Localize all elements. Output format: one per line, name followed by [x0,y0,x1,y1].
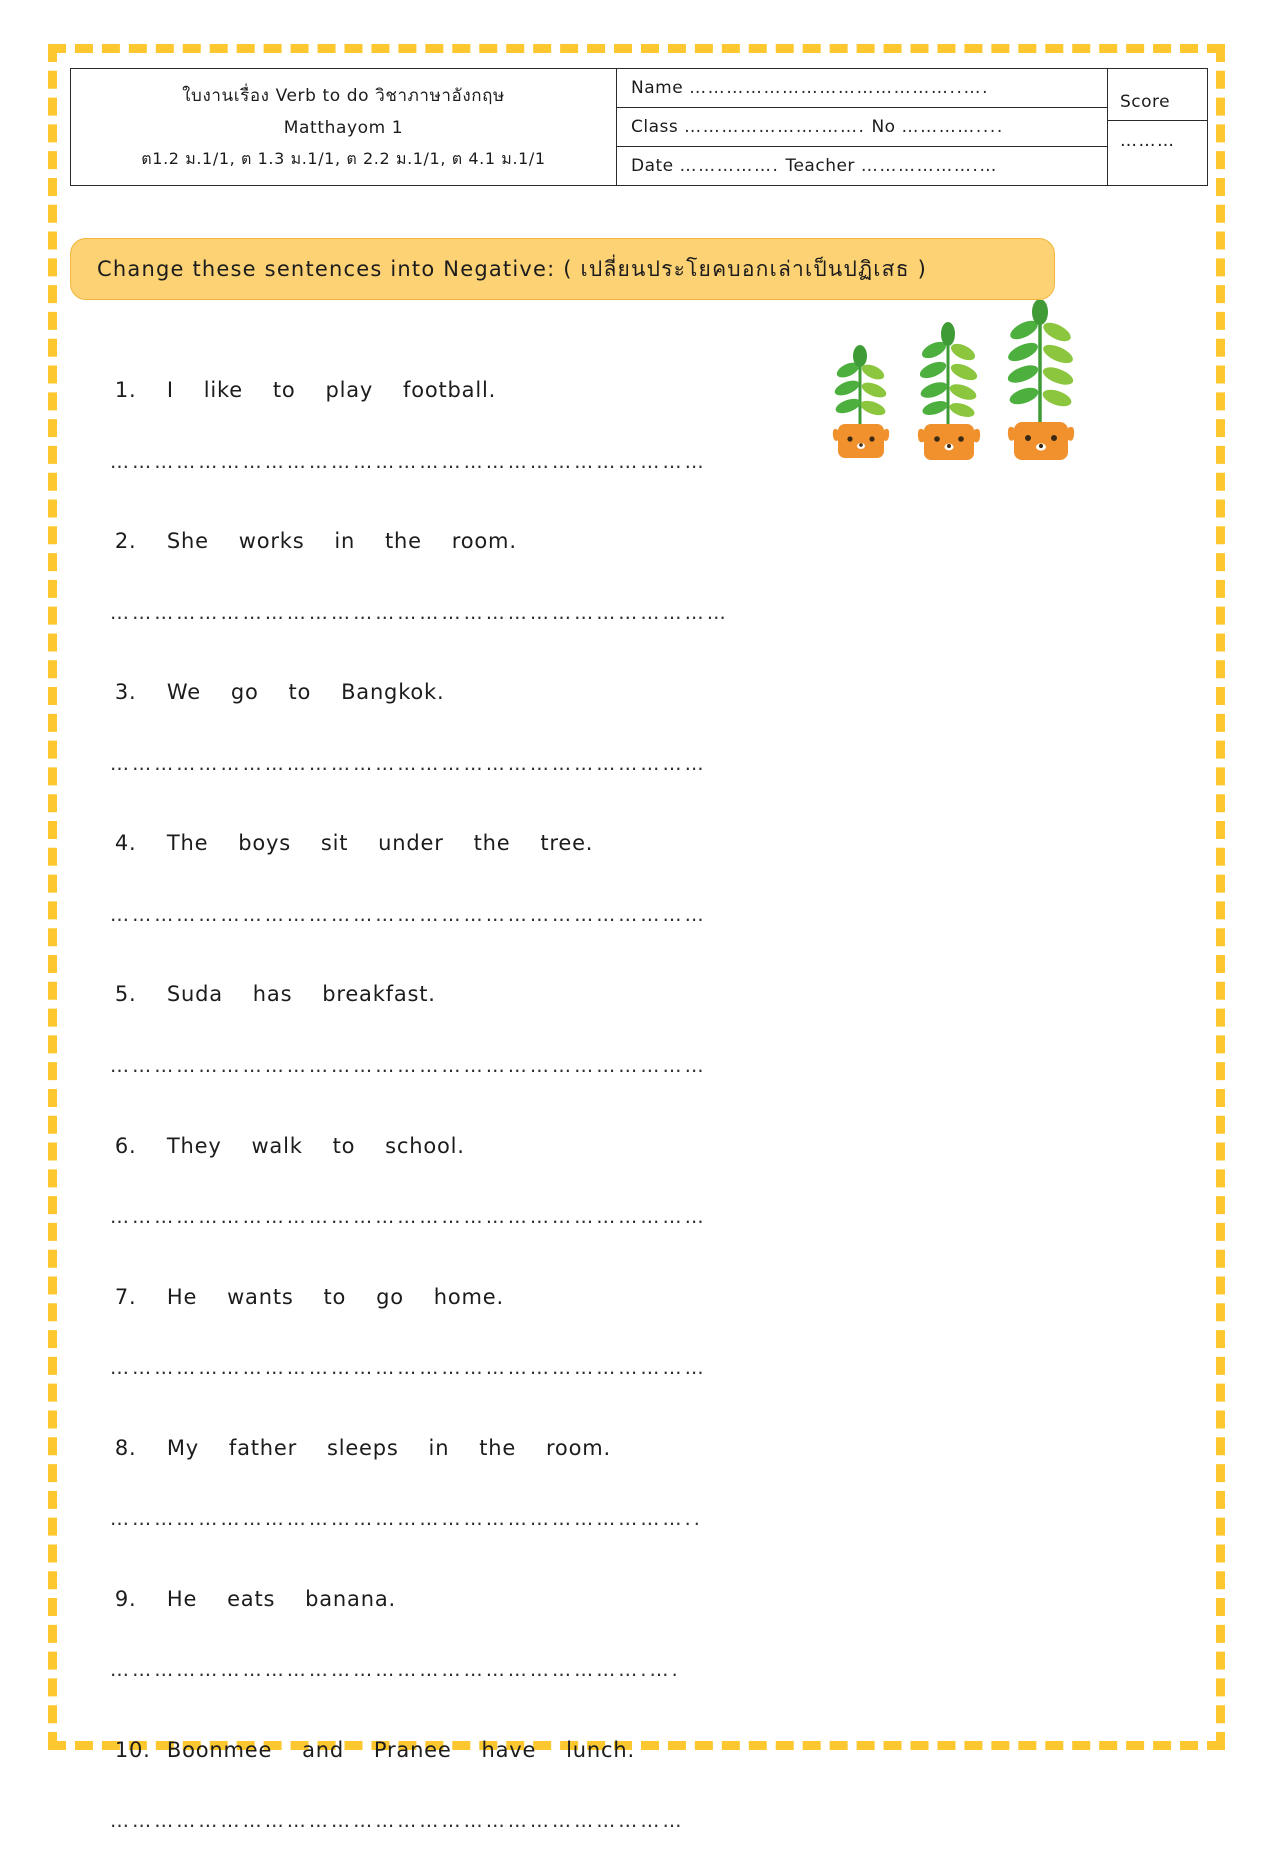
question-item [70,1556,930,1681]
score-label: Score [1108,82,1207,121]
question-sentence: They walk to school. [166,1133,465,1158]
class-row[interactable] [617,108,1107,147]
answer-line[interactable]: ……………………………………………………………………… [110,451,707,474]
question-text [70,348,930,433]
question-number: 6. [114,1133,137,1158]
question-item [70,499,930,624]
answer-line[interactable]: ……………………………………………………………….…. [110,1659,681,1682]
answer-line[interactable]: ……………………………………………………………………… [110,1206,707,1229]
worksheet-title-thai: ใบงานเรื่อง Verb to do วิชาภาษาอังกฤษ [182,85,505,106]
student-info-cell [617,69,1108,186]
date-row[interactable] [617,147,1107,185]
answer-line[interactable]: ………………………………………………………………………… [110,602,729,625]
question-text [70,1556,930,1641]
question-sentence: She works in the room. [166,529,517,554]
question-item [70,1254,930,1379]
no-input-dots[interactable]: ………….... [901,117,1004,138]
question-number: 4. [114,831,137,856]
header-info-table [70,68,1208,186]
score-cell [1108,69,1208,186]
answer-line[interactable]: ……………………………………………………………………… [110,1357,707,1380]
question-item [70,1405,930,1530]
question-item [70,1707,930,1832]
date-label: Date [631,156,674,177]
plant-large [1006,300,1076,460]
question-text [70,952,930,1037]
answer-line[interactable]: …………………………………………………………………….. [110,1508,703,1531]
answer-line[interactable]: ……………………………………………………………………… [110,753,707,776]
answer-line[interactable]: ……………………………………………………………………… [110,1055,707,1078]
question-text [70,801,930,886]
question-number: 5. [114,982,137,1007]
questions-list [70,348,930,1858]
answer-line[interactable]: ……………………………………………………………………… [110,904,707,927]
name-row[interactable] [617,69,1107,108]
class-input-dots[interactable]: ………………….……. [684,117,866,138]
question-number: 2. [114,529,137,554]
question-item [70,952,930,1077]
question-sentence: We go to Bangkok. [166,680,445,705]
name-input-dots[interactable]: ……………………………………..…. [689,78,990,98]
name-label: Name [631,78,684,98]
no-label: No [871,117,896,138]
question-sentence: My father sleeps in the room. [166,1435,611,1460]
date-input-dots[interactable]: ……………. [679,156,780,177]
question-sentence: He wants to go home. [166,1284,504,1309]
teacher-input-dots[interactable]: ……………….… [860,156,999,177]
question-number: 7. [114,1284,137,1309]
question-item [70,1103,930,1228]
teacher-label: Teacher [785,156,855,177]
question-text [70,499,930,584]
question-sentence: He eats banana. [166,1586,396,1611]
question-text [70,1254,930,1339]
question-text [70,650,930,735]
question-sentence: Suda has breakfast. [166,982,436,1007]
question-number: 3. [114,680,137,705]
instruction-text: Change these sentences into Negative: ( เปลี่ยนประโยคบอกเล่าเป็นปฏิเสธ ) [97,256,927,281]
question-text [70,1707,930,1792]
class-label: Class [631,117,679,138]
question-text [70,1405,930,1490]
question-item [70,801,930,926]
question-sentence: Boonmee and Pranee have lunch. [166,1737,635,1762]
instruction-banner [70,238,1055,300]
question-number: 8. [114,1435,137,1460]
question-sentence: I like to play football. [166,378,497,403]
answer-line[interactable]: …………………………………………………………………… [110,1810,685,1833]
worksheet-grade-level: Matthayom 1 [283,117,404,138]
question-item [70,348,930,473]
question-number: 10. [114,1737,151,1762]
question-number: 9. [114,1586,137,1611]
question-item [70,650,930,775]
worksheet-standards-codes: ต1.2 ม.1/1, ต 1.3 ม.1/1, ต 2.2 ม.1/1, ต 4.1 ม.1/1 [141,149,546,169]
worksheet-title-cell [71,69,617,186]
question-sentence: The boys sit under the tree. [166,831,594,856]
question-number: 1. [114,378,137,403]
question-text [70,1103,930,1188]
score-input-dots[interactable]: ……… [1120,130,1176,151]
